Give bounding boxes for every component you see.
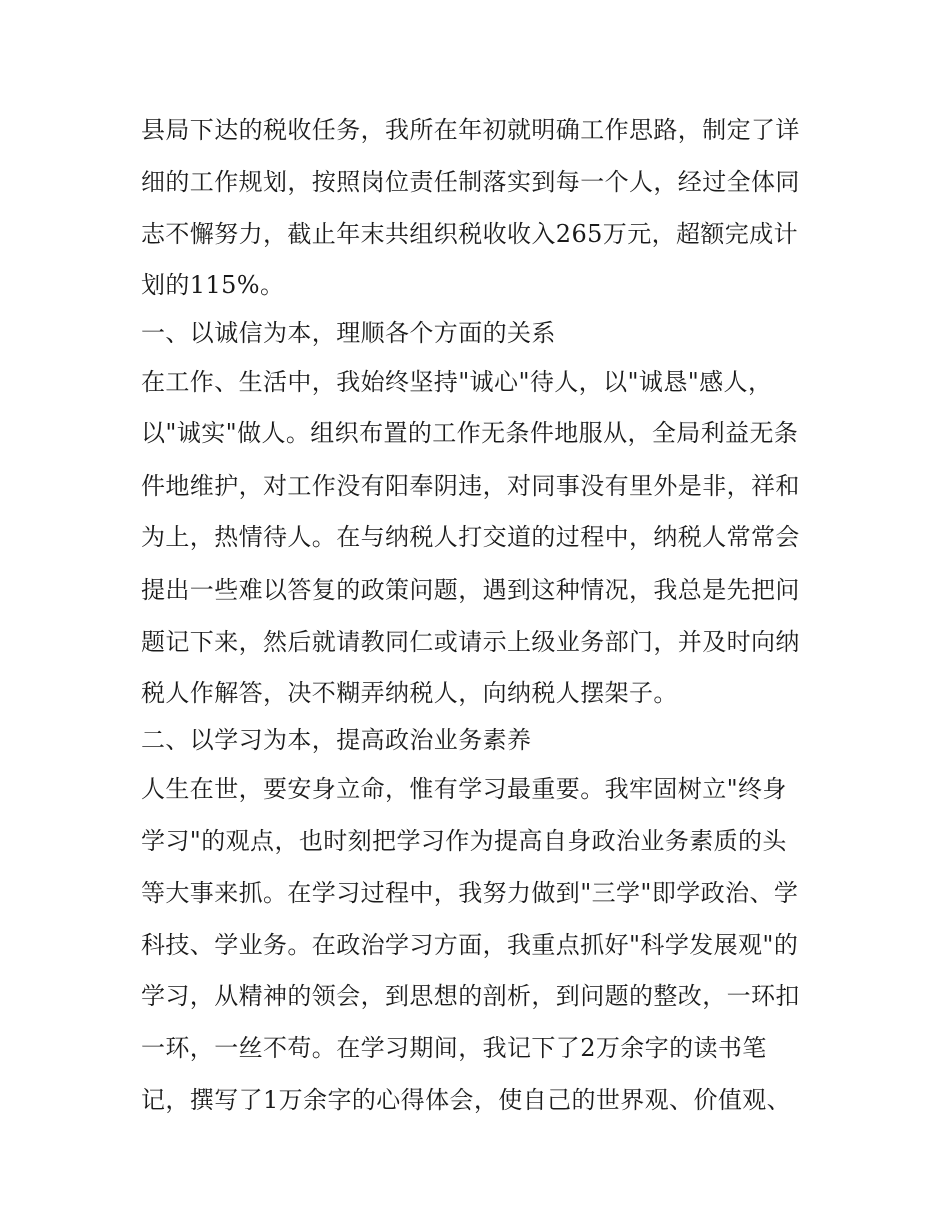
text-line: 细的工作规划，按照岗位责任制落实到每一个人，经过全体同 bbox=[141, 168, 800, 196]
text-line: 学习，从精神的领会，到思想的剖析，到问题的整改，一环扣 bbox=[141, 982, 800, 1010]
text-line: 记，撰写了1万余字的心得体会，使自己的世界观、价值观、 bbox=[141, 1086, 792, 1114]
text-line: 题记下来，然后就请教同仁或请示上级业务部门，并及时向纳 bbox=[141, 628, 800, 656]
text-line: 税人作解答，决不糊弄纳税人，向纳税人摆架子。 bbox=[141, 679, 678, 707]
text-line: 科技、学业务。在政治学习方面，我重点抓好"科学发展观"的 bbox=[141, 931, 799, 959]
text-line: 一环，一丝不苟。在学习期间，我记下了2万余字的读书笔 bbox=[141, 1034, 767, 1062]
text-line: 划的115%。 bbox=[141, 271, 285, 299]
text-line: 县局下达的税收任务，我所在年初就明确工作思路，制定了详 bbox=[141, 116, 800, 144]
text-line: 提出一些难以答复的政策问题，遇到这种情况，我总是先把问 bbox=[141, 576, 800, 604]
text-line: 学习"的观点，也时刻把学习作为提高自身政治业务素质的头 bbox=[141, 827, 787, 855]
text-line: 为上，热情待人。在与纳税人打交道的过程中，纳税人常常会 bbox=[141, 523, 800, 551]
section-heading: 二、以学习为本，提高政治业务素养 bbox=[141, 726, 532, 754]
text-line: 志不懈努力，截止年末共组织税收收入265万元，超额完成计 bbox=[141, 220, 799, 248]
text-line: 以"诚实"做人。组织布置的工作无条件地服从，全局利益无条 bbox=[141, 419, 799, 447]
section-heading: 一、以诚信为本，理顺各个方面的关系 bbox=[141, 319, 556, 347]
text-line: 在工作、生活中，我始终坚持"诚心"待人，以"诚恳"感人， bbox=[141, 368, 773, 396]
text-line: 等大事来抓。在学习过程中，我努力做到"三学"即学政治、学 bbox=[141, 879, 799, 907]
text-line: 件地维护，对工作没有阳奉阴违，对同事没有里外是非，祥和 bbox=[141, 472, 800, 500]
text-line: 人生在世，要安身立命，惟有学习最重要。我牢固树立"终身 bbox=[141, 775, 787, 803]
